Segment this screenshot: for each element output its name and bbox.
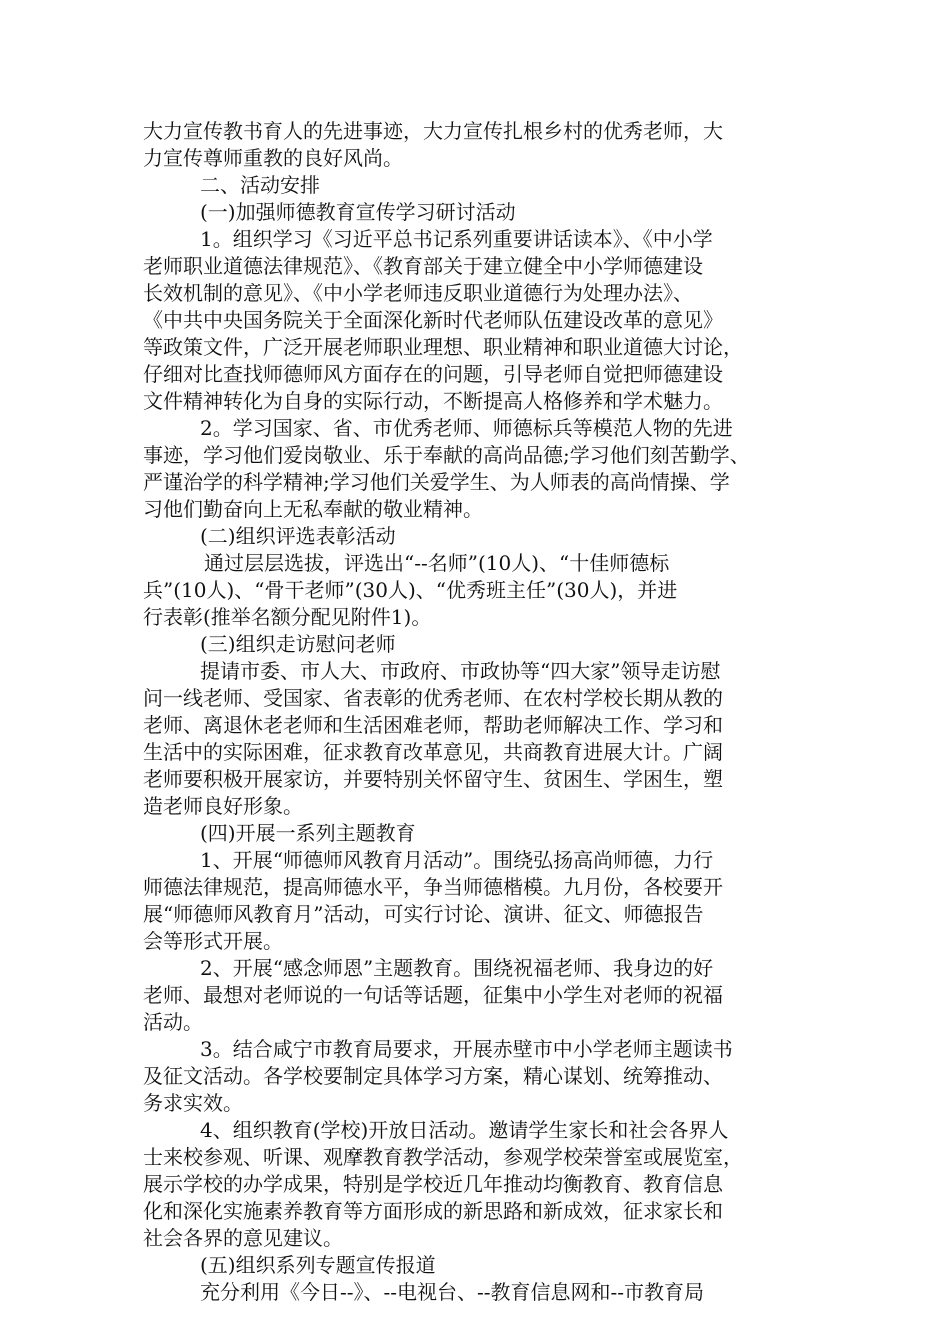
subsection-heading: (二)组织评选表彰活动 [200, 524, 396, 548]
paragraph-line: 士来校参观、听课、观摩教育教学活动，参观学校荣誉室或展览室， [143, 1145, 743, 1169]
paragraph-line: 活动。 [143, 1010, 203, 1034]
paragraph-line: 4、组织教育(学校)开放日活动。邀请学生家长和社会各界人 [200, 1118, 729, 1142]
paragraph-line: 师德法律规范，提高师德水平，争当师德楷模。九月份，各校要开 [143, 875, 723, 899]
paragraph-line: 展“师德师风教育月”活动，可实行讨论、演讲、征文、师德报告 [143, 902, 704, 926]
paragraph-line: 2、开展“感念师恩”主题教育。围绕祝福老师、我身边的好 [200, 956, 714, 980]
paragraph-line: 行表彰(推举名额分配见附件1)。 [143, 605, 432, 629]
paragraph-line: 社会各界的意见建议。 [143, 1226, 343, 1250]
paragraph-line: 老师要积极开展家访，并要特别关怀留守生、贫困生、学困生，塑 [143, 767, 723, 791]
paragraph-line: 老师、离退休老老师和生活困难老师，帮助老师解决工作、学习和 [143, 713, 723, 737]
paragraph-line: 化和深化实施素养教育等方面形成的新思路和新成效，征求家长和 [143, 1199, 723, 1223]
subsection-heading: (三)组织走访慰问老师 [200, 632, 396, 656]
paragraph-line: 《中共中央国务院关于全面深化新时代老师队伍建设改革的意见》 [143, 308, 723, 332]
paragraph-line: 生活中的实际困难，征求教育改革意见，共商教育进展大计。广阔 [143, 740, 723, 764]
paragraph-line: 老师、最想对老师说的一句话等话题，征集中小学生对老师的祝福 [143, 983, 723, 1007]
paragraph-line: 及征文活动。各学校要制定具体学习方案，精心谋划、统筹推动、 [143, 1064, 723, 1088]
section-heading: 二、活动安排 [200, 173, 320, 197]
paragraph-line: 事迹，学习他们爱岗敬业、乐于奉献的高尚品德;学习他们刻苦勤学、 [143, 443, 750, 467]
paragraph-line: 文件精神转化为自身的实际行动，不断提高人格修养和学术魅力。 [143, 389, 723, 413]
paragraph-line: 严谨治学的科学精神;学习他们关爱学生、为人师表的高尚情操、学 [143, 470, 730, 494]
paragraph-line: 3。结合咸宁市教育局要求，开展赤壁市中小学老师主题读书 [200, 1037, 733, 1061]
document-body [143, 118, 815, 1306]
paragraph-line: 1。组织学习《习近平总书记系列重要讲话读本》、《中小学 [200, 227, 713, 251]
paragraph-line: 造老师良好形象。 [143, 794, 303, 818]
paragraph-line: 长效机制的意见》、《中小学老师违反职业道德行为处理办法》、 [143, 281, 693, 305]
paragraph-line: 问一线老师、受国家、省表彰的优秀老师、在农村学校长期从教的 [143, 686, 723, 710]
paragraph-line: 展示学校的办学成果，特别是学校近几年推动均衡教育、教育信息 [143, 1172, 723, 1196]
paragraph-line: 1、开展“师德师风教育月活动”。围绕弘扬高尚师德，力行 [200, 848, 714, 872]
subsection-heading: (一)加强师德教育宣传学习研讨活动 [200, 200, 516, 224]
paragraph-line: 通过层层选拔，评选出“--名师”(10人)、“十佳师德标 [204, 551, 670, 575]
paragraph-line: 老师职业道德法律规范》、《教育部关于建立健全中小学师德建设 [143, 254, 703, 278]
paragraph-line: 习他们勤奋向上无私奉献的敬业精神。 [143, 497, 483, 521]
paragraph-line: 等政策文件，广泛开展老师职业理想、职业精神和职业道德大讨论， [143, 335, 743, 359]
paragraph-line: 会等形式开展。 [143, 929, 283, 953]
subsection-heading: (四)开展一系列主题教育 [200, 821, 416, 845]
paragraph-line: 提请市委、市人大、市政府、市政协等“四大家”领导走访慰 [200, 659, 721, 683]
paragraph-line: 2。学习国家、省、市优秀老师、师德标兵等模范人物的先进 [200, 416, 733, 440]
paragraph-line: 充分利用《今日--》、--电视台、--教育信息网和--市教育局 [200, 1280, 705, 1304]
paragraph-line: 大力宣传教书育人的先进事迹，大力宣传扎根乡村的优秀老师，大 [143, 119, 723, 143]
paragraph-line: 力宣传尊师重教的良好风尚。 [143, 146, 403, 170]
paragraph-line: 仔细对比查找师德师风方面存在的问题，引导老师自觉把师德建设 [143, 362, 723, 386]
subsection-heading: (五)组织系列专题宣传报道 [200, 1253, 436, 1277]
paragraph-line: 务求实效。 [143, 1091, 243, 1115]
paragraph-line: 兵”(10人)、“骨干老师”(30人)、“优秀班主任”(30人)，并进 [143, 578, 678, 602]
